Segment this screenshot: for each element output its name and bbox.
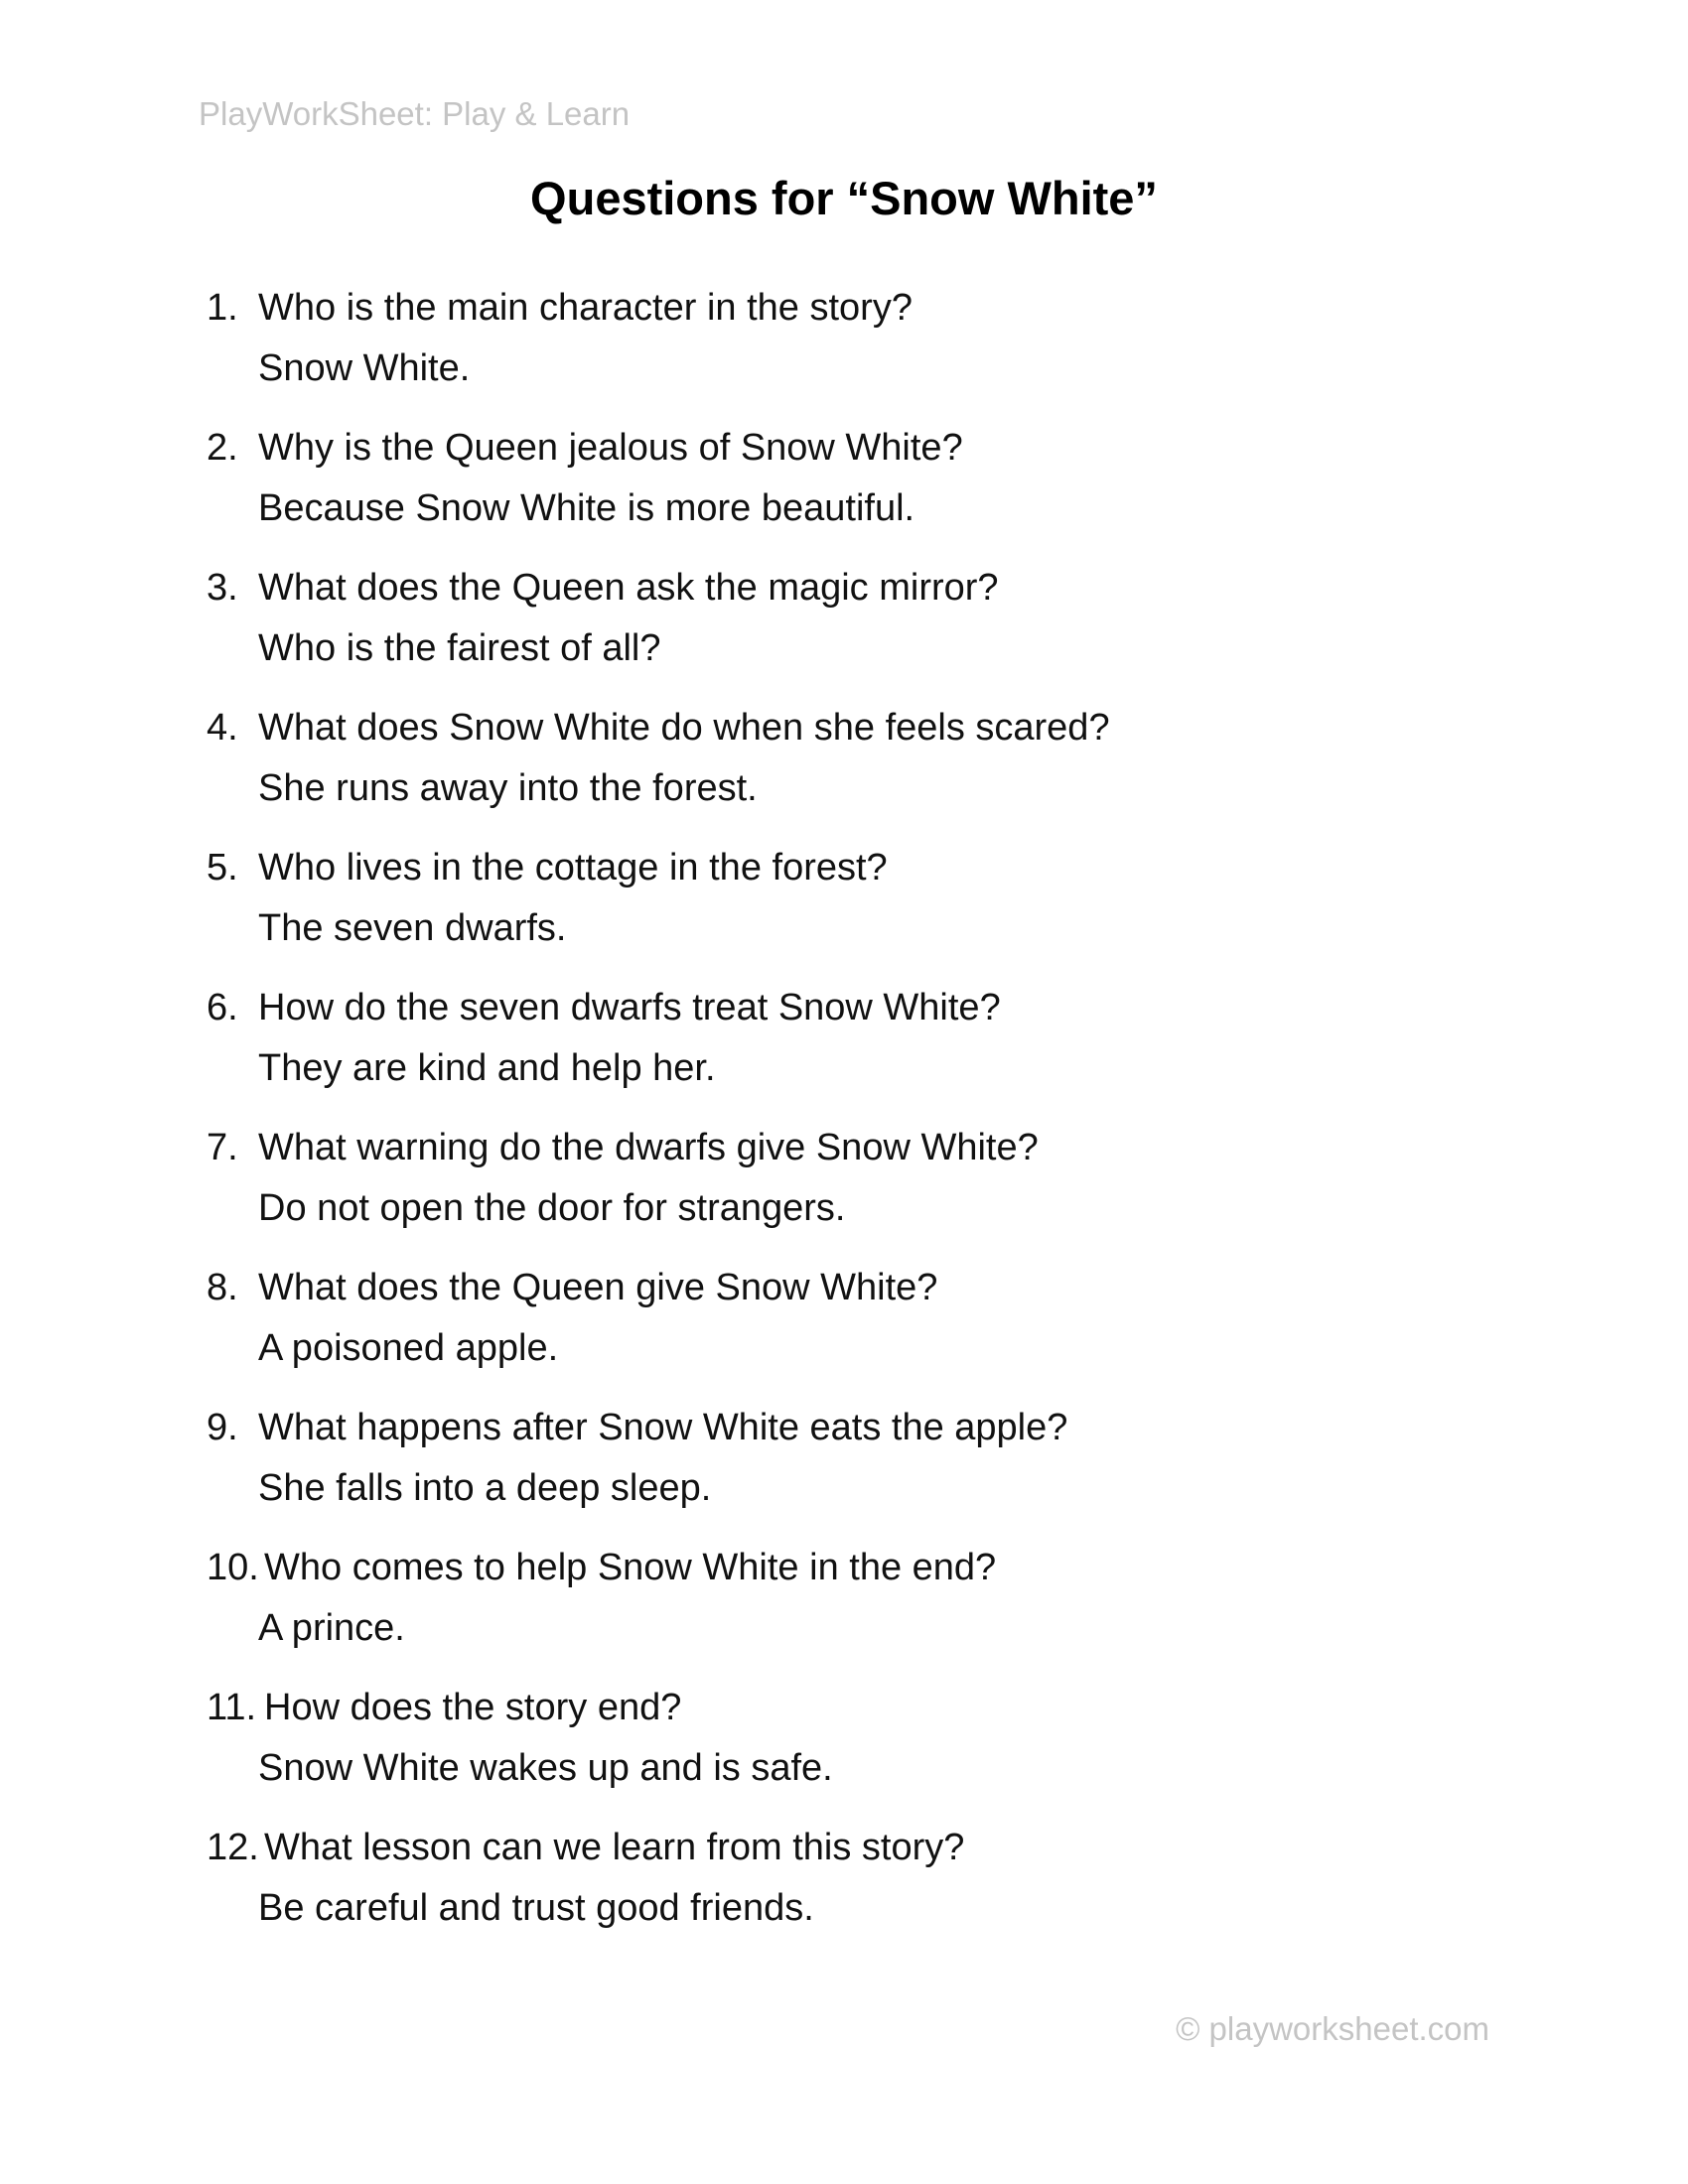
answer-text: Who is the fairest of all? <box>258 627 661 669</box>
question-text: What does Snow White do when she feels scared? <box>258 707 1110 749</box>
question-text: Why is the Queen jealous of Snow White? <box>258 427 963 469</box>
question-text: How does the story end? <box>264 1687 682 1728</box>
answer-text: A prince. <box>258 1607 405 1649</box>
question-number: 2. <box>207 427 238 469</box>
footer-copyright: © playworksheet.com <box>1176 2010 1489 2047</box>
answer-text: She falls into a deep sleep. <box>258 1467 712 1509</box>
answer-text: Snow White wakes up and is safe. <box>258 1747 833 1789</box>
question-text: What lesson can we learn from this story? <box>264 1827 965 1868</box>
question-text: What warning do the dwarfs give Snow White? <box>258 1127 1039 1168</box>
answer-text: Snow White. <box>258 347 471 389</box>
question-number: 9. <box>207 1407 238 1448</box>
answer-text: The seven dwarfs. <box>258 907 567 949</box>
question-text: What does the Queen ask the magic mirror? <box>258 567 999 609</box>
question-number: 1. <box>207 287 238 329</box>
question-text: How do the seven dwarfs treat Snow White? <box>258 987 1001 1028</box>
question-number: 3. <box>207 567 238 609</box>
question-number: 10. <box>207 1547 259 1588</box>
question-text: Who is the main character in the story? <box>258 287 913 329</box>
answer-text: Be careful and trust good friends. <box>258 1887 814 1929</box>
question-number: 8. <box>207 1267 238 1308</box>
question-number: 12. <box>207 1827 259 1868</box>
question-text: What happens after Snow White eats the apple? <box>258 1407 1068 1448</box>
question-text: Who comes to help Snow White in the end? <box>264 1547 997 1588</box>
question-number: 4. <box>207 707 238 749</box>
question-number: 7. <box>207 1127 238 1168</box>
header-brand: PlayWorkSheet: Play & Learn <box>199 95 631 132</box>
page-title: Questions for “Snow White” <box>530 172 1158 224</box>
question-number: 5. <box>207 847 238 888</box>
answer-text: Because Snow White is more beautiful. <box>258 487 915 529</box>
answer-text: Do not open the door for strangers. <box>258 1187 846 1229</box>
question-number: 11. <box>207 1687 257 1728</box>
question-text: Who lives in the cottage in the forest? <box>258 847 888 888</box>
answer-text: They are kind and help her. <box>258 1047 716 1089</box>
question-text: What does the Queen give Snow White? <box>258 1267 938 1308</box>
answer-text: A poisoned apple. <box>258 1327 559 1369</box>
question-number: 6. <box>207 987 238 1028</box>
answer-text: She runs away into the forest. <box>258 767 758 809</box>
